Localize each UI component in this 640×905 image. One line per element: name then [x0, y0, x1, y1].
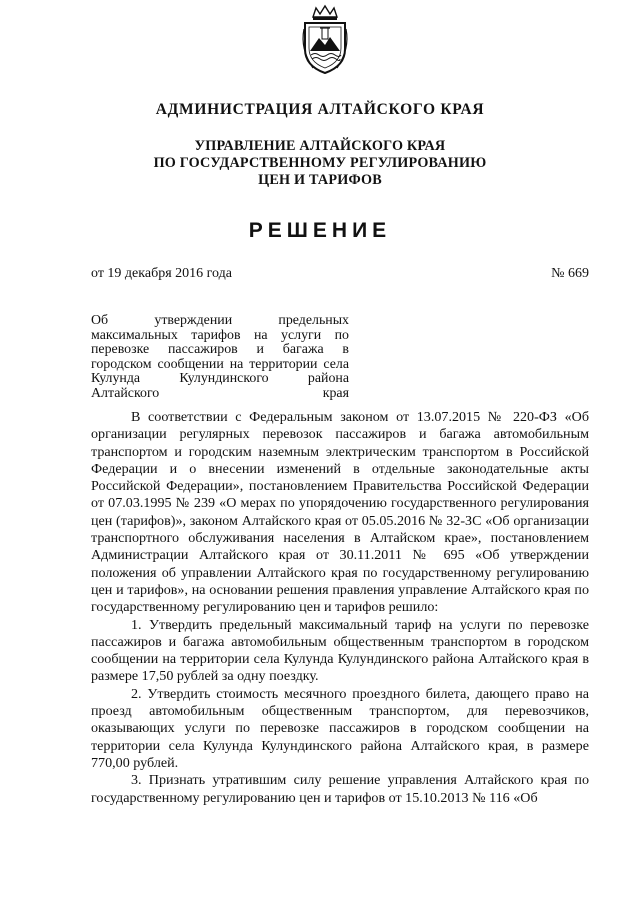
department-line-3: ЦЕН И ТАРИФОВ	[258, 172, 382, 188]
clause-2: 2. Утвердить стоимость месячного проездного билета, дающего право на проезд автомобильным общественным транспортом, для перевозчиков, оказывающих услуги по перевозке пассажиров в городском сообщении на территории села Кулунда Кулундинского района Алтайского края, в размере 770,00 рублей.	[91, 685, 589, 771]
coat-of-arms-emblem	[299, 4, 351, 76]
department-heading	[0, 138, 640, 189]
department-line-2: ПО ГОСУДАРСТВЕННОМУ РЕГУЛИРОВАНИЮ	[153, 155, 487, 171]
decision-number: № 669	[551, 266, 589, 281]
date-number-line	[91, 266, 589, 282]
document-title: РЕШЕНИЕ	[248, 219, 392, 242]
preamble-paragraph: В соответствии с Федеральным законом от 13.07.2015 № 220-ФЗ «Об организации регулярных перевозок пассажиров и багажа автомобильным транспортом и городским наземным электрическим транспортом в Российской Федерации и о внесении изменений в отдельные законодательные акты Российской Федерации», постановлением Правительства Российской Федерации от 07.03.1995 № 239 «О мерах по упорядочению государственного регулирования цен (тарифов)», законом Алтайского края от 05.05.2016 № 32-ЗС «Об организации транспортного обслуживания населения в Алтайском крае», постановлением Администрации Алтайского края от 30.11.2011 № 695 «Об утверждении положения об управлении Алтайского края по государственному регулированию цен и тарифов», на основании решения правления управление Алтайского края по государственному регулированию цен и тарифов решило:	[91, 409, 589, 616]
decision-date: от 19 декабря 2016 года	[91, 266, 232, 281]
clause-1: 1. Утвердить предельный максимальный тариф на услуги по перевозке пассажиров и багажа автомобильным общественным транспортом в городском сообщении на территории села Кулунда Кулундинского района Алтайского края в размере 17,50 рублей за одну поездку.	[91, 616, 589, 685]
administration-heading: АДМИНИСТРАЦИЯ АЛТАЙСКОГО КРАЯ	[155, 101, 485, 118]
decision-body	[91, 409, 589, 807]
decision-subject: Об утверждении предельных максимальных тарифов на услуги по перевозке пассажиров и багажа в городском сообщении на территории села Кулунда Кулундинского района Алтайского края	[91, 313, 349, 401]
clause-3: 3. Признать утратившим силу решение управления Алтайского края по государственному регулированию цен и тарифов от 15.10.2013 № 116 «Об	[91, 772, 589, 806]
department-line-1: УПРАВЛЕНИЕ АЛТАЙСКОГО КРАЯ	[194, 138, 446, 154]
